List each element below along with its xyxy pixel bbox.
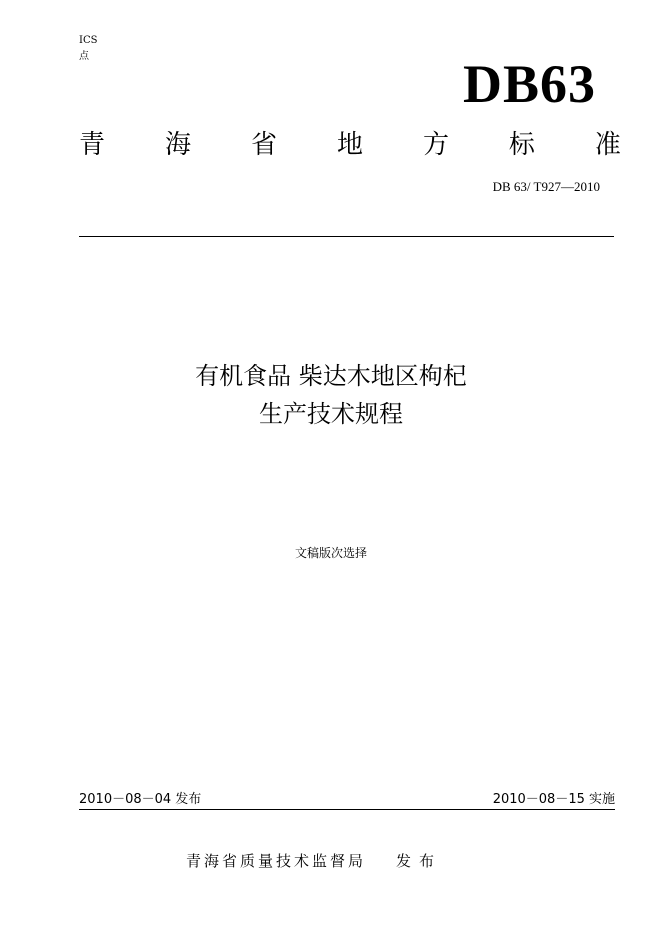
ics-block (79, 33, 97, 65)
issuer-name: 青海省质量技术监督局 (186, 852, 367, 870)
date-row (79, 791, 615, 809)
standard-type-char: 省 (250, 130, 277, 160)
standard-type-char: 青 (79, 130, 106, 160)
standard-type-char: 海 (164, 130, 191, 160)
standard-type-char: 准 (594, 130, 621, 160)
ics-label: ICS (79, 35, 98, 46)
standard-type-title (79, 130, 621, 160)
standard-code: DB63 (462, 54, 596, 114)
issuer-row (186, 851, 442, 871)
implement-date: 2010－08－15 实施 (492, 792, 615, 807)
version-note: 文稿版次选择 (294, 546, 367, 560)
footer-divider (79, 809, 615, 810)
title-line-2: 生产技术规程 (259, 400, 403, 428)
standard-number: DB 63/ T927—2010 (492, 179, 600, 194)
standard-type-char: 方 (422, 130, 449, 160)
header-divider (79, 236, 614, 237)
issue-label: 发布 (396, 852, 443, 870)
standard-type-char: 标 (508, 130, 535, 160)
standard-type-char: 地 (336, 130, 363, 160)
title-line-1: 有机食品 柴达木地区枸杞 (195, 362, 467, 390)
ics-value: 点 (79, 51, 89, 62)
publish-date: 2010－08－04 发布 (79, 792, 202, 807)
document-title (0, 357, 662, 433)
